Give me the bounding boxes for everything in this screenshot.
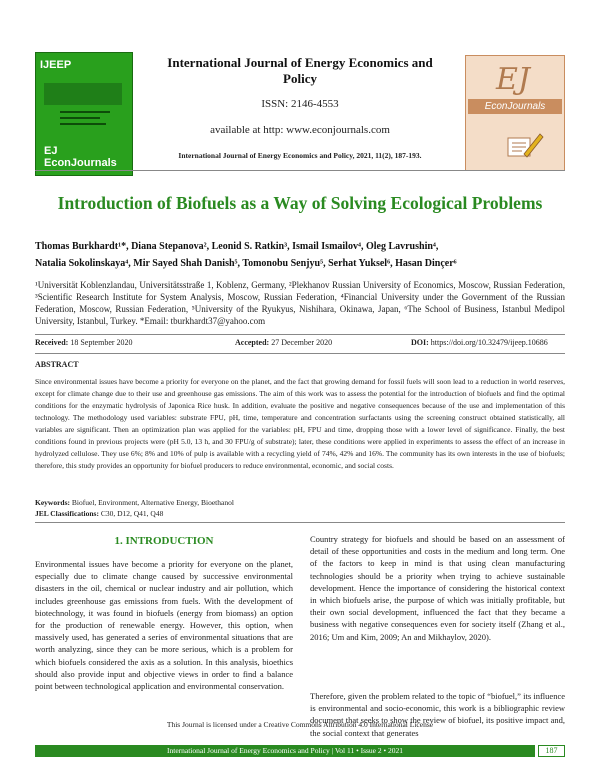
- doi-link[interactable]: https://doi.org/10.32479/ijeep.10686: [430, 338, 548, 347]
- keywords-value: Biofuel, Environment, Alternative Energy, Bioethanol: [71, 498, 234, 507]
- abstract-heading: ABSTRACT: [35, 360, 79, 369]
- running-footer: International Journal of Energy Economics and Policy | Vol 11 • Issue 2 • 2021: [35, 745, 535, 757]
- jel-label: JEL Classifications:: [35, 509, 99, 518]
- cover-publisher: EJ EconJournals: [44, 145, 117, 169]
- journal-cover-image: [35, 52, 133, 176]
- pen-paper-icon: [504, 130, 544, 160]
- divider: [35, 353, 565, 354]
- cover-title: IJEEP: [40, 59, 72, 71]
- body-paragraph: Country strategy for biofuels and should be based on an assessment of detail of these opportunities and costs in the medium and long term. One of the factors to keep in mind is that using clean manufacturing technologies should be a priority when trying to achieve sustainable development. Hence the importance of considering the historical context in which biofuels arise, the purpose of which was initially profitable, but their own social development, influenced the fact that they became a business with negative consequences even for society itself (Zhang et al., 2016; Um and Kim, 2009; An and Mikhaylov, 2020).: [310, 534, 565, 642]
- logo-initials: EJ: [496, 62, 530, 97]
- body-paragraph: Environmental issues have become a priority for everyone on the planet, especially due to climate change caused by successive environmental disasters in the oil, chemical or nuclear industry and air pollution, which includes greenhouse gas emissions from fuels. With the development of biotechnology, it was found in biofuels (energy from biomass) an option for the production of renewable energy. However, this option, when massively used, has generated a series of environmental situations that are worth analyzing, since they can be more serious, which is a problem for which biofuels considered the axis as a solution. In this analysis, bioethics should also provide input and objective views in order to find a balance point between technological application and environmental conservation.: [35, 559, 293, 692]
- availability-line: available at http: www.econjournals.com: [210, 124, 390, 136]
- keywords-label: Keywords:: [35, 498, 70, 507]
- doi: [411, 338, 548, 347]
- abstract-text: Since environmental issues have become a priority for everyone on the planet, and the fact that growing demand for fossil fuels will soon lead to a reduction in world reserves, except for climate change due to their use and greenhouse gas emissions. The aim of this work was to assess the potential for the introduction of biofuels and find the optimal conditions for the enzymatic hydrolysis of Japonica Rice husk. In addition, evaluate the positive and negative consequences because of the use and implementation of this technology. The methodology used variables: substrate FPU, pH, time, temperature and concentration surfactants using the screening construct obtained statistically, all variables are significant. Then an optimization plan was applied for the variables: pH, FPU and time, dropping those with a lower level of significance. Finally, the best conditions found in previous projects were (pH 5.0, 13 h, and 30 FPU/g of substrate); later, these conditions were applied in experiments to assess the effect of an increase in hydrolyzed cellulose. They use 6%; 8% and 10% of pulp is available with a recycling yield of 74%, 42% and 16%. The community has its own interests in the use of biofuels; therefore, this study provides an opportunity for biofuel producers to reduce environmental, economic, and social costs.: [35, 377, 565, 470]
- divider: [35, 522, 565, 523]
- keywords: [35, 497, 565, 508]
- doi-label: DOI:: [411, 338, 429, 347]
- body-paragraph: Therefore, given the problem related to the topic of “biofuel,” its influence is environmental and socio-economic, this work is a bibliographic review document that seeks to show the review of biofuel, its positive impact and, the social context that generates: [310, 691, 565, 738]
- header-divider: [35, 170, 565, 171]
- authors: [35, 238, 565, 272]
- received-value: 18 September 2020: [70, 338, 133, 347]
- accepted-label: Accepted:: [235, 338, 270, 347]
- keywords-block: [35, 497, 565, 519]
- issn: ISSN: 2146-4553: [261, 98, 339, 110]
- econjournals-logo[interactable]: [465, 55, 565, 171]
- cover-decoration: [44, 83, 122, 105]
- divider: [35, 334, 565, 335]
- authors-line: Natalia Sokolinskaya⁴, Mir Sayed Shah Danish⁵, Tomonobu Senjyu⁵, Serhat Yuksel⁶, Hasan Dinçer⁶: [35, 258, 457, 269]
- citation-line: International Journal of Energy Economics and Policy, 2021, 11(2), 187-193.: [178, 151, 422, 160]
- accepted-date: [235, 338, 332, 347]
- cover-line: [60, 111, 110, 113]
- journal-title: International Journal of Energy Economics and Policy: [167, 55, 433, 86]
- section-heading: 1. INTRODUCTION: [114, 535, 214, 547]
- jel-value: C30, D12, Q41, Q48: [100, 509, 164, 518]
- page-number: 187: [538, 745, 565, 757]
- article-title: Introduction of Biofuels as a Way of Solving Ecological Problems: [57, 193, 543, 213]
- authors-line: Thomas Burkhardt¹*, Diana Stepanova², Leonid S. Ratkin³, Ismail Ismailov⁴, Oleg Lavrushin⁴,: [35, 241, 439, 252]
- affiliations: ¹Universität Koblenzlandau, Universitätsstraße 1, Koblenz, Germany, ²Plekhanov Russian University of Economics, Moscow, Russian Federation, ³Scientific Research Institute for System Analysis, Moscow, Russian Federation, ⁴Financial University under the Government of the Russian Federation, Moscow, Russian Federation, ⁵University of the Ryukyus, Nishihara, Okinawa, Japan, ⁶The School of Business, Istanbul Medipol University, Istanbul, Turkey. *Email: tburkhardt37@yahoo.com: [35, 280, 565, 326]
- received-label: Received:: [35, 338, 69, 347]
- license-note[interactable]: This Journal is licensed under a Creative Commons Attribution 4.0 International License: [166, 720, 434, 729]
- logo-name: EconJournals: [468, 99, 562, 114]
- article-dates: [35, 338, 565, 350]
- jel-classifications: [35, 508, 565, 519]
- cover-line: [60, 123, 106, 125]
- cover-line: [60, 117, 100, 119]
- accepted-value: 27 December 2020: [271, 338, 333, 347]
- received-date: [35, 338, 133, 347]
